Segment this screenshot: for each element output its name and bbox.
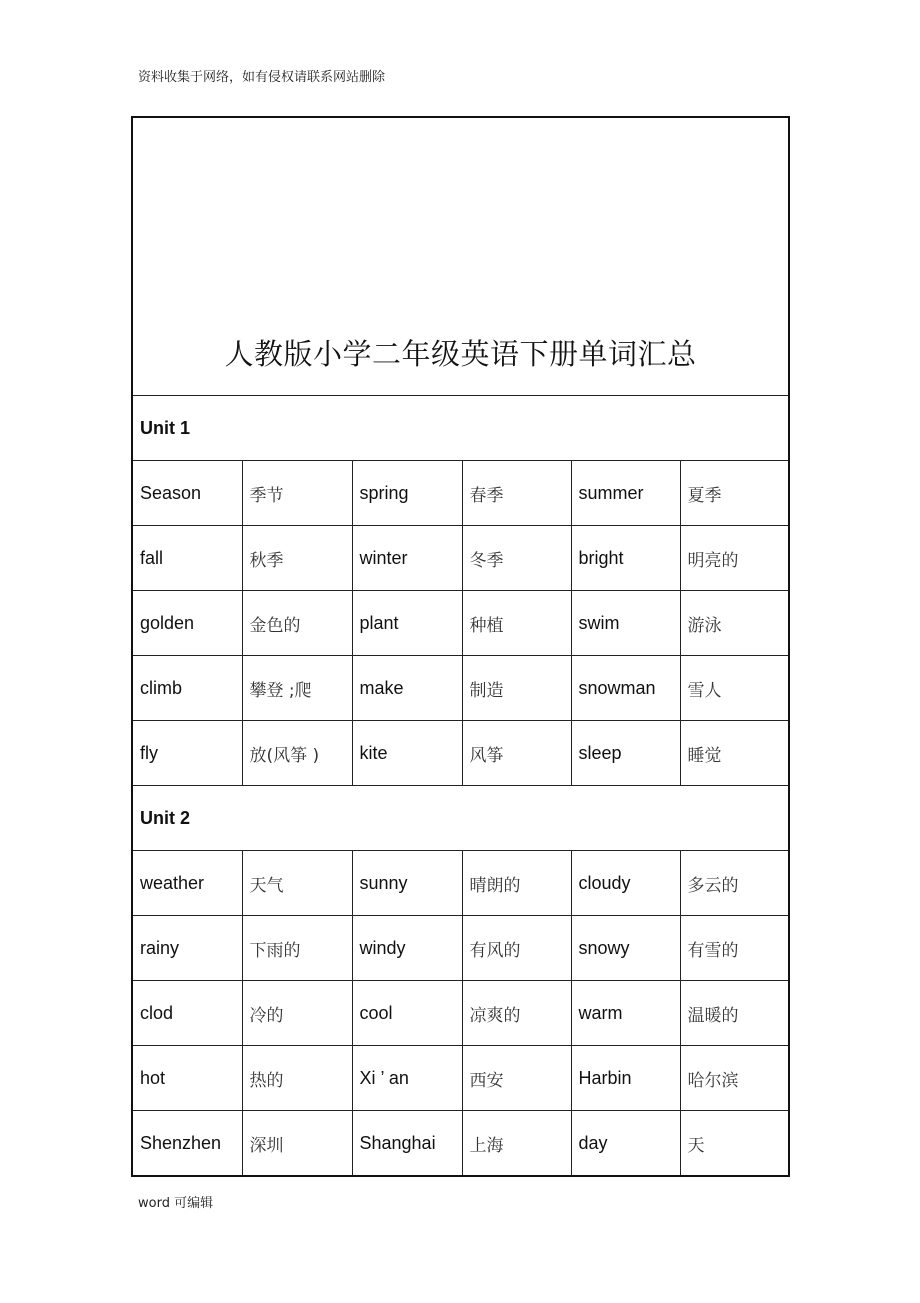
vocab-row — [132, 461, 789, 526]
unit-header-row — [132, 396, 789, 461]
chinese-meaning-cell: 热的 — [242, 1046, 352, 1111]
unit-header-row — [132, 786, 789, 851]
english-word-cell: Xi ’ an — [352, 1046, 462, 1111]
chinese-meaning-cell: 季节 — [242, 461, 352, 526]
vocab-row — [132, 721, 789, 786]
english-word-cell: cloudy — [571, 851, 680, 916]
chinese-meaning-cell: 哈尔滨 — [680, 1046, 789, 1111]
header-note: 资料收集于网络，如有侵权请联系网站删除 — [138, 70, 386, 85]
chinese-meaning-cell: 金色的 — [242, 591, 352, 656]
english-word-cell: sleep — [571, 721, 680, 786]
english-word-cell: rainy — [132, 916, 242, 981]
english-word-cell: fly — [132, 721, 242, 786]
chinese-meaning-cell: 深圳 — [242, 1111, 352, 1177]
chinese-meaning-cell: 放(风筝 ) — [242, 721, 352, 786]
chinese-meaning-cell: 温暖的 — [680, 981, 789, 1046]
chinese-meaning-cell: 西安 — [462, 1046, 571, 1111]
chinese-meaning-cell: 秋季 — [242, 526, 352, 591]
english-word-cell: make — [352, 656, 462, 721]
title-row — [132, 117, 789, 396]
chinese-meaning-cell: 凉爽的 — [462, 981, 571, 1046]
english-word-cell: cool — [352, 981, 462, 1046]
english-word-cell: plant — [352, 591, 462, 656]
page-title: 人教版小学二年级英语下册单词汇总 — [224, 337, 697, 371]
english-word-cell: weather — [132, 851, 242, 916]
english-word-cell: summer — [571, 461, 680, 526]
unit-heading: Unit 2 — [132, 786, 789, 851]
chinese-meaning-cell: 夏季 — [680, 461, 789, 526]
chinese-meaning-cell: 雪人 — [680, 656, 789, 721]
vocab-row — [132, 591, 789, 656]
chinese-meaning-cell: 明亮的 — [680, 526, 789, 591]
english-word-cell: snowy — [571, 916, 680, 981]
chinese-meaning-cell: 制造 — [462, 656, 571, 721]
vocabulary-table — [131, 116, 790, 1177]
chinese-meaning-cell: 睡觉 — [680, 721, 789, 786]
english-word-cell: sunny — [352, 851, 462, 916]
chinese-meaning-cell: 春季 — [462, 461, 571, 526]
chinese-meaning-cell: 游泳 — [680, 591, 789, 656]
vocab-row — [132, 916, 789, 981]
english-word-cell: Shanghai — [352, 1111, 462, 1177]
english-word-cell: kite — [352, 721, 462, 786]
english-word-cell: snowman — [571, 656, 680, 721]
chinese-meaning-cell: 攀登 ;爬 — [242, 656, 352, 721]
chinese-meaning-cell: 上海 — [462, 1111, 571, 1177]
vocab-row — [132, 1046, 789, 1111]
title-cell — [132, 117, 789, 396]
footer-note: word 可编辑 — [138, 1196, 214, 1211]
chinese-meaning-cell: 冬季 — [462, 526, 571, 591]
chinese-meaning-cell: 种植 — [462, 591, 571, 656]
chinese-meaning-cell: 有雪的 — [680, 916, 789, 981]
chinese-meaning-cell: 风筝 — [462, 721, 571, 786]
chinese-meaning-cell: 天 — [680, 1111, 789, 1177]
english-word-cell: warm — [571, 981, 680, 1046]
chinese-meaning-cell: 晴朗的 — [462, 851, 571, 916]
english-word-cell: Harbin — [571, 1046, 680, 1111]
vocab-row — [132, 851, 789, 916]
chinese-meaning-cell: 冷的 — [242, 981, 352, 1046]
english-word-cell: day — [571, 1111, 680, 1177]
english-word-cell: swim — [571, 591, 680, 656]
chinese-meaning-cell: 有风的 — [462, 916, 571, 981]
english-word-cell: windy — [352, 916, 462, 981]
english-word-cell: spring — [352, 461, 462, 526]
chinese-meaning-cell: 天气 — [242, 851, 352, 916]
vocab-row — [132, 526, 789, 591]
english-word-cell: bright — [571, 526, 680, 591]
unit-heading: Unit 1 — [132, 396, 789, 461]
vocab-row — [132, 1111, 789, 1177]
english-word-cell: Season — [132, 461, 242, 526]
english-word-cell: winter — [352, 526, 462, 591]
english-word-cell: climb — [132, 656, 242, 721]
english-word-cell: golden — [132, 591, 242, 656]
chinese-meaning-cell: 下雨的 — [242, 916, 352, 981]
vocab-row — [132, 981, 789, 1046]
chinese-meaning-cell: 多云的 — [680, 851, 789, 916]
vocab-row — [132, 656, 789, 721]
english-word-cell: fall — [132, 526, 242, 591]
english-word-cell: hot — [132, 1046, 242, 1111]
english-word-cell: Shenzhen — [132, 1111, 242, 1177]
english-word-cell: clod — [132, 981, 242, 1046]
